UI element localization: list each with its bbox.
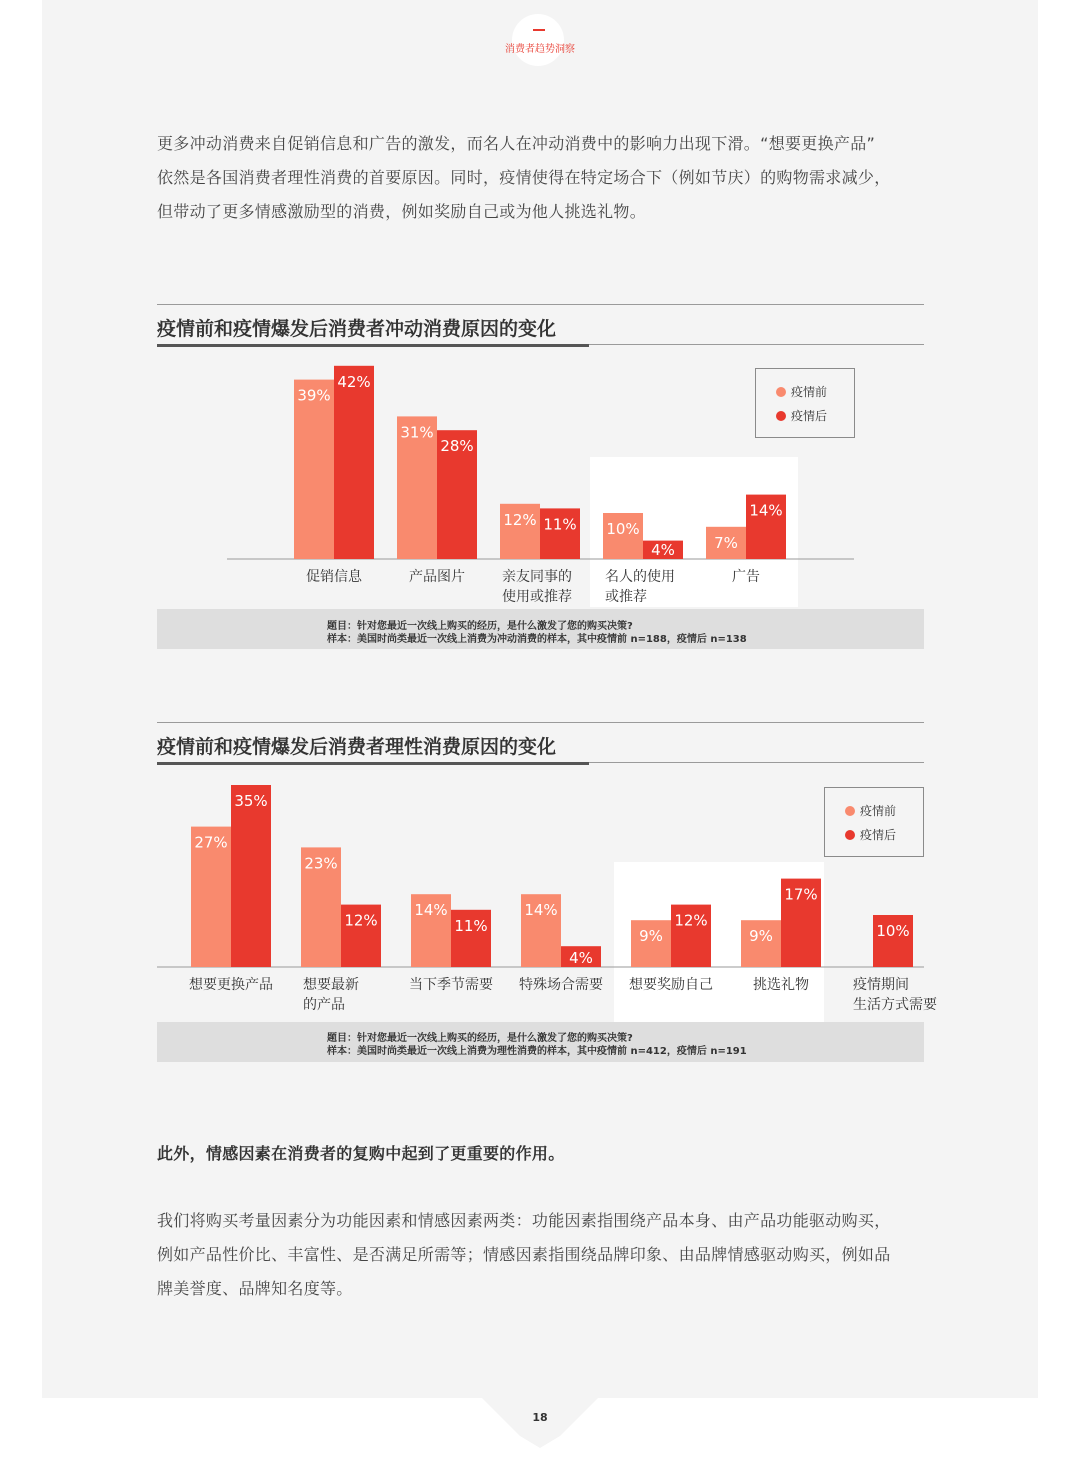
note-question: 题目：针对您最近一次线上购买的经历，是什么激发了您的购买决策? (327, 1033, 633, 1044)
legend-dot-before (845, 806, 855, 816)
closing-paragraph (157, 1204, 927, 1306)
category-label: 亲友同事的 (502, 569, 572, 585)
category-label: 挑选礼物 (753, 977, 809, 993)
category-label: 想要最新 (303, 977, 359, 993)
closing-line: 例如产品性价比、丰富性、是否满足所需等；情感因素指围绕品牌印象、由品牌情感驱动购买，例如品 (157, 1245, 891, 1264)
data-label: 35% (234, 792, 268, 810)
data-label: 11% (543, 515, 577, 534)
chart-legend (755, 368, 855, 438)
emphasis-paragraph: 此外，情感因素在消费者的复购中起到了更重要的作用。 (157, 1144, 565, 1163)
category-label: 当下季节需要 (409, 977, 493, 993)
category-label: 名人的使用 (605, 569, 675, 585)
note-sample: 样本：美国时尚类最近一次线上消费为理性消费的样本，其中疫情前 n=412，疫情后 n=191 (327, 1046, 747, 1057)
intro-line: 但带动了更多情感激励型的消费，例如奖励自己或为他人挑选礼物。 (157, 202, 647, 221)
data-label: 14% (414, 901, 448, 920)
category-label: 使用或推荐 (502, 589, 572, 605)
impulse-chart-plot (157, 304, 924, 649)
intro-line: 更多冲动消费来自促销信息和广告的激发，而名人在冲动消费中的影响力出现下滑。“想要更换产品” (157, 134, 876, 153)
note-question: 题目：针对您最近一次线上购买的经历，是什么激发了您的购买决策? (327, 621, 633, 632)
data-label: 11% (454, 916, 488, 935)
data-label: 39% (297, 386, 331, 405)
chart-legend (824, 787, 924, 857)
intro-line: 依然是各国消费者理性消费的首要原因。同时，疫情使得在特定场合下（例如节庆）的购物需求减少， (157, 168, 891, 187)
data-label: 12% (503, 510, 537, 529)
chart-title: 疫情前和疫情爆发后消费者理性消费原因的变化 (157, 736, 557, 758)
data-label: 31% (400, 423, 434, 442)
note-sample: 样本：美国时尚类最近一次线上消费为冲动消费的样本，其中疫情前 n=188，疫情后 n=138 (327, 634, 747, 645)
data-label: 4% (569, 949, 593, 967)
data-label: 14% (749, 501, 783, 520)
legend-dot-after (845, 830, 855, 840)
legend-item-after (776, 407, 827, 424)
data-label: 7% (714, 533, 738, 552)
category-label: 疫情期间 (853, 977, 909, 993)
data-label: 27% (194, 833, 228, 852)
category-label: 广告 (732, 569, 760, 585)
data-label: 12% (674, 911, 708, 930)
chart-note (157, 1022, 924, 1062)
impulse-chart (157, 304, 924, 649)
data-label: 14% (524, 901, 558, 920)
category-label: 促销信息 (306, 569, 362, 585)
chart-note (157, 609, 924, 649)
data-label: 23% (304, 854, 338, 873)
data-label: 10% (606, 520, 640, 538)
page-number: 18 (532, 1411, 548, 1424)
data-label: 10% (876, 922, 910, 940)
data-label: 12% (344, 911, 378, 930)
legend-item-before (845, 802, 896, 819)
bar-before (294, 380, 334, 559)
legend-item-after (845, 826, 896, 843)
closing-line: 牌美誉度、品牌知名度等。 (157, 1279, 353, 1298)
rational-chart (157, 722, 937, 1062)
intro-paragraph (157, 127, 927, 229)
header-title: 消费者趋势洞察 (505, 44, 575, 55)
category-label: 或推荐 (605, 589, 647, 605)
legend-label: 疫情前 (860, 804, 897, 818)
category-label: 特殊场合需要 (519, 977, 603, 993)
legend-item-before (776, 383, 827, 400)
category-label: 生活方式需要 (853, 997, 937, 1013)
category-label: 想要更换产品 (189, 977, 273, 993)
legend-label: 疫情前 (791, 385, 828, 399)
data-label: 17% (784, 885, 818, 904)
data-label: 9% (639, 927, 663, 946)
rational-chart-plot (157, 722, 937, 1062)
data-label: 42% (337, 372, 371, 391)
data-label: 4% (651, 541, 675, 559)
page-tab (482, 1398, 598, 1454)
legend-label: 疫情后 (860, 828, 897, 842)
closing-line: 我们将购买考量因素分为功能因素和情感因素两类：功能因素指围绕产品本身、由产品功能驱动购买， (157, 1211, 891, 1230)
legend-dot-after (776, 411, 786, 421)
legend-label: 疫情后 (791, 409, 828, 423)
chart-title: 疫情前和疫情爆发后消费者冲动消费原因的变化 (157, 318, 557, 340)
category-label: 想要奖励自己 (629, 977, 713, 993)
data-label: 28% (440, 437, 474, 456)
legend-dot-before (776, 387, 786, 397)
header-dash (533, 29, 545, 31)
category-label: 产品图片 (409, 569, 465, 585)
bar-after (334, 366, 374, 559)
category-label: 的产品 (303, 997, 345, 1013)
data-label: 9% (749, 927, 773, 946)
bar-after (231, 785, 271, 967)
